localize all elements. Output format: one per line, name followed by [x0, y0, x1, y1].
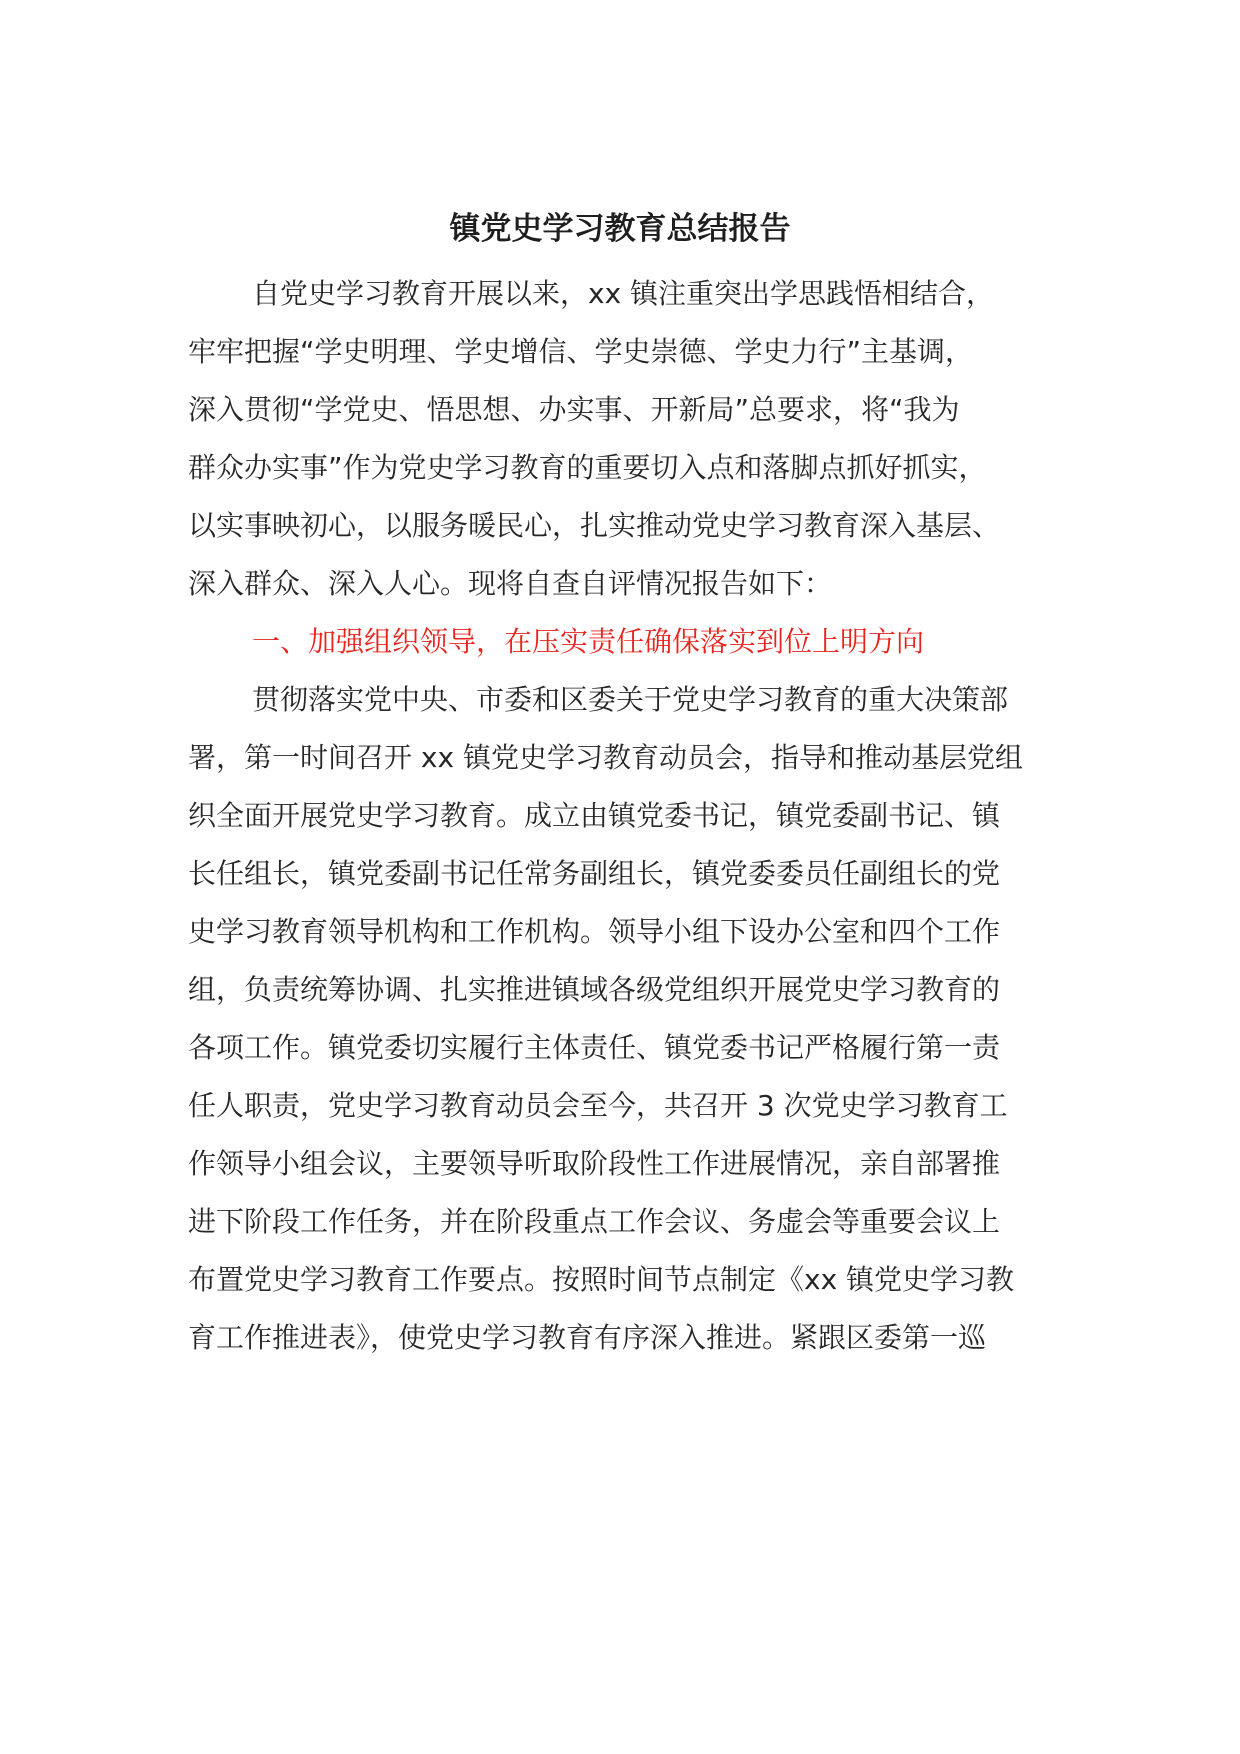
body-line: 史学习教育领导机构和工作机构。领导小组下设办公室和四个工作: [188, 915, 1001, 948]
body-line: 进下阶段工作任务，并在阶段重点工作会议、务虚会等重要会议上: [188, 1205, 1001, 1238]
body-line: 各项工作。镇党委切实履行主体责任、镇党委书记严格履行第一责: [188, 1031, 1001, 1064]
intro-line: 深入群众、深入人心。现将自查自评情况报告如下：: [188, 567, 833, 600]
body-line: 布置党史学习教育工作要点。按照时间节点制定《xx 镇党史学习教: [188, 1263, 1015, 1296]
body-line: 贯彻落实党中央、市委和区委关于党史学习教育的重大决策部: [252, 683, 1009, 716]
body-line: 织全面开展党史学习教育。成立由镇党委书记，镇党委副书记、镇: [188, 799, 1001, 832]
body-line: 署，第一时间召开 xx 镇党史学习教育动员会，指导和推动基层党组: [188, 741, 1023, 774]
body-line: 作领导小组会议，主要领导听取阶段性工作进展情况，亲自部署推: [188, 1147, 1001, 1180]
body-line: 长任组长，镇党委副书记任常务副组长，镇党委委员任副组长的党: [188, 857, 1001, 890]
body-line: 育工作推进表》，使党史学习教育有序深入推进。紧跟区委第一巡: [188, 1321, 987, 1354]
section-heading: 一、加强组织领导，在压实责任确保落实到位上明方向: [252, 625, 925, 658]
intro-line: 牢牢把握“学史明理、学史增信、学史崇德、学史力行”主基调，: [188, 335, 974, 368]
intro-line: 群众办实事”作为党史学习教育的重要切入点和落脚点抓好抓实，: [188, 451, 987, 484]
intro-line: 自党史学习教育开展以来，xx 镇注重突出学思践悟相结合，: [252, 277, 995, 310]
body-line: 组，负责统筹协调、扎实推进镇域各级党组织开展党史学习教育的: [188, 973, 1001, 1006]
document-title: 镇党史学习教育总结报告: [449, 211, 791, 247]
intro-line: 以实事映初心，以服务暖民心，扎实推动党史学习教育深入基层、: [188, 509, 1001, 542]
body-line: 任人职责，党史学习教育动员会至今，共召开 3 次党史学习教育工: [188, 1089, 1008, 1122]
intro-line: 深入贯彻“学党史、悟思想、办实事、开新局”总要求，将“我为: [188, 393, 960, 426]
